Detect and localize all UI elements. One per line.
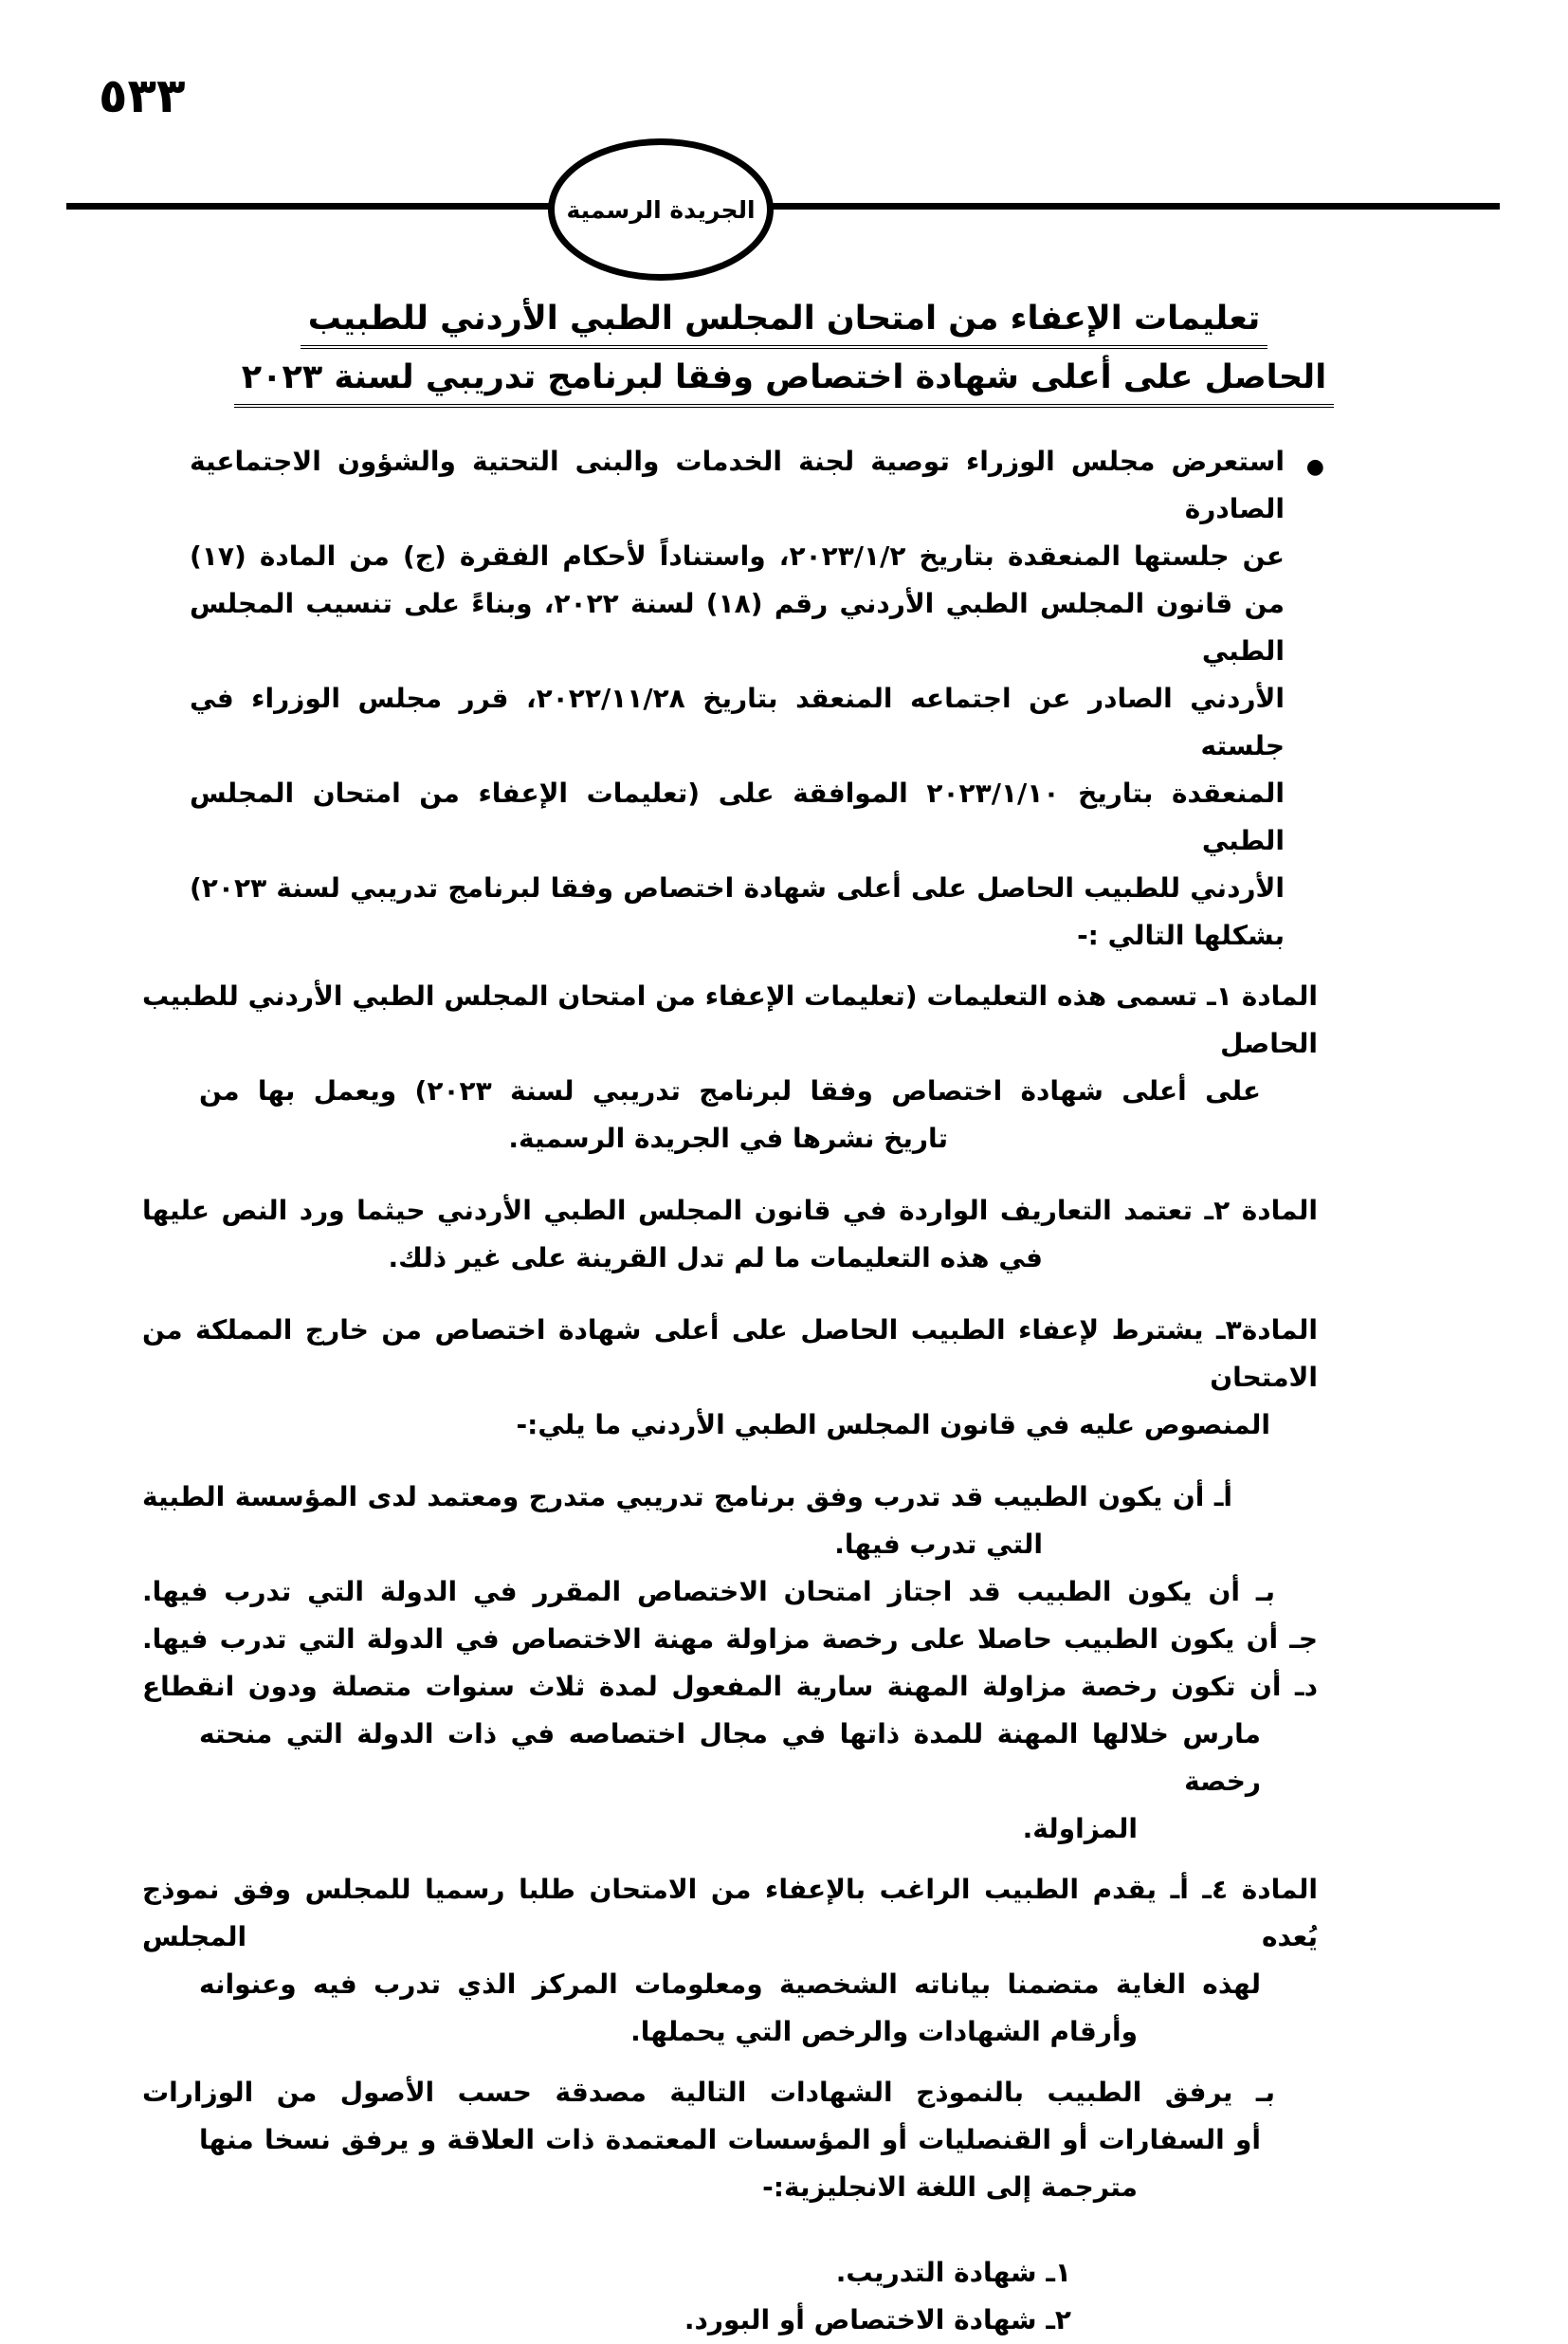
gazette-seal-label: الجريدة الرسمية xyxy=(566,195,756,224)
paragraph-article-3-item-c xyxy=(142,1616,1318,1663)
text-line: أـ أن يكون الطبيب قد تدرب وفق برنامج تدريبي متدرج ومعتمد لدى المؤسسة الطبية xyxy=(142,1481,1232,1512)
text-line: المادة ١ـ تسمى هذه التعليمات (تعليمات الإعفاء من امتحان المجلس الطبي الأردني للطبيب الحاصل xyxy=(142,980,1318,1059)
paragraph-article-3 xyxy=(142,1307,1318,1449)
text-line: عن جلستها المنعقدة بتاريخ ٢٠٢٣/١/٢، واستناداً لأحكام الفقرة (ج) من المادة (١٧) xyxy=(190,540,1285,572)
paragraph-article-3-item-a xyxy=(142,1474,1318,1568)
text-line: لهذه الغاية متضمنا بياناته الشخصية ومعلومات المركز الذي تدرب فيه وعنوانه xyxy=(199,1969,1261,2000)
text-line: استعرض مجلس الوزراء توصية لجنة الخدمات والبنى التحتية والشؤون الاجتماعية الصادرة xyxy=(190,446,1285,524)
text-line: أو السفارات أو القنصليات أو المؤسسات المعتمدة ذات العلاقة و يرفق نسخا منها xyxy=(199,2124,1261,2155)
paragraph-article-4-a xyxy=(142,1866,1318,2056)
document-body xyxy=(142,438,1324,2344)
paragraph-article-4-b xyxy=(142,2069,1318,2211)
text-line: بـ أن يكون الطبيب قد اجتاز امتحان الاختصاص المقرر في الدولة التي تدرب فيها. xyxy=(142,1576,1275,1607)
paragraph-attachments-list xyxy=(142,2249,1318,2344)
text-line: المادة ٤ـ أـ يقدم الطبيب الراغب بالإعفاء من الامتحان طلبا رسميا للمجلس وفق نموذج يُعده المجلس xyxy=(142,1874,1318,1952)
document-title xyxy=(0,300,1568,417)
masthead xyxy=(0,0,1568,284)
text-line: ٢ـ شهادة الاختصاص أو البورد. xyxy=(684,2304,1071,2335)
text-line: جـ أن يكون الطبيب حاصلا على رخصة مزاولة مهنة الاختصاص في الدولة التي تدرب فيها. xyxy=(142,1623,1318,1655)
text-line: بـ يرفق الطبيب بالنموذج الشهادات التالية مصدقة حسب الأصول من الوزارات xyxy=(142,2077,1275,2108)
masthead-rule xyxy=(66,203,1500,210)
paragraph-article-3-item-b xyxy=(142,1568,1318,1616)
text-line: من قانون المجلس الطبي الأردني رقم (١٨) لسنة ٢٠٢٢، وبناءً على تنسيب المجلس الطبي xyxy=(190,588,1285,667)
paragraph-article-2 xyxy=(142,1187,1318,1282)
document-title-line-2: الحاصل على أعلى شهادة اختصاص وفقا لبرنامج تدريبي لسنة ٢٠٢٣ xyxy=(234,358,1334,408)
text-line: على أعلى شهادة اختصاص وفقا لبرنامج تدريبي لسنة ٢٠٢٣) ويعمل بها من xyxy=(199,1075,1262,1107)
text-line: ١ـ شهادة التدريب. xyxy=(835,2257,1071,2288)
text-line: المنصوص عليه في قانون المجلس الطبي الأردني ما يلي:- xyxy=(516,1409,1270,1440)
text-line: وأرقام الشهادات والرخص التي يحملها. xyxy=(630,2016,1138,2047)
text-line: مارس خلالها المهنة للمدة ذاتها في مجال اختصاصه في ذات الدولة التي منحته رخصة xyxy=(199,1718,1261,1797)
text-line: بشكلها التالي :- xyxy=(1077,920,1285,951)
text-line: المزاولة. xyxy=(1022,1813,1138,1844)
text-line: التي تدرب فيها. xyxy=(834,1529,1043,1560)
page-number: ٥٣٣ xyxy=(99,68,186,123)
paragraph-preamble xyxy=(190,438,1324,960)
text-line: المادة٣ـ يشترط لإعفاء الطبيب الحاصل على أعلى شهادة اختصاص من خارج المملكة من الامتحان xyxy=(142,1314,1318,1393)
text-line: الأردني الصادر عن اجتماعه المنعقد بتاريخ ٢٠٢٢/١١/٢٨، قرر مجلس الوزراء في جلسته xyxy=(190,683,1285,761)
document-title-line-1: تعليمات الإعفاء من امتحان المجلس الطبي الأردني للطبيب xyxy=(301,300,1268,349)
text-line: في هذه التعليمات ما لم تدل القرينة على غير ذلك. xyxy=(388,1242,1043,1273)
gazette-seal xyxy=(548,138,774,281)
text-line: مترجمة إلى اللغة الانجليزية:- xyxy=(762,2171,1138,2203)
paragraph-article-1 xyxy=(142,973,1318,1163)
paragraph-article-3-item-d xyxy=(142,1663,1318,1853)
text-line: المنعقدة بتاريخ ٢٠٢٣/١/١٠ الموافقة على (تعليمات الإعفاء من امتحان المجلس الطبي xyxy=(190,778,1285,856)
text-line: المادة ٢ـ تعتمد التعاريف الواردة في قانون المجلس الطبي الأردني حيثما ورد النص عليها xyxy=(142,1195,1318,1226)
bullet-icon: ● xyxy=(1305,455,1324,479)
text-line: دـ أن تكون رخصة مزاولة المهنة سارية المفعول لمدة ثلاث سنوات متصلة ودون انقطاع xyxy=(142,1671,1318,1702)
text-line: تاريخ نشرها في الجريدة الرسمية. xyxy=(508,1123,948,1154)
text-line: الأردني للطبيب الحاصل على أعلى شهادة اختصاص وفقا لبرنامج تدريبي لسنة ٢٠٢٣) xyxy=(190,872,1285,904)
